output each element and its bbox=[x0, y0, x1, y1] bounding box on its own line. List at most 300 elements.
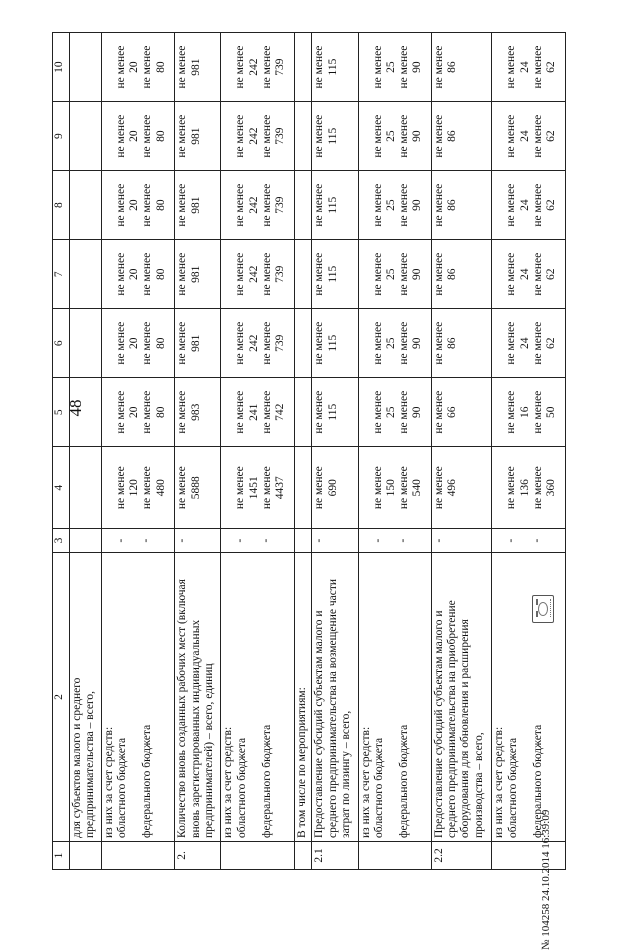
doc-id-container bbox=[538, 780, 554, 950]
column-3-line bbox=[385, 532, 397, 549]
column-3-line: - bbox=[396, 538, 409, 543]
value-cell bbox=[432, 447, 492, 529]
page-number: 48 bbox=[66, 399, 85, 417]
value-cell bbox=[175, 33, 221, 102]
column-header: 2 bbox=[53, 552, 70, 841]
value-line: 115 bbox=[326, 334, 339, 352]
value-line: не менее bbox=[371, 252, 384, 296]
value-line: 115 bbox=[326, 58, 339, 76]
value-line: 62 bbox=[545, 199, 558, 211]
value-line: не менее bbox=[141, 390, 154, 434]
value-line: не менее bbox=[176, 183, 189, 227]
column-3-line bbox=[128, 532, 140, 549]
indicator-text-line: Предоставление субсидий субъектам малого и bbox=[313, 610, 326, 838]
value-cell bbox=[175, 447, 221, 529]
column-header: 8 bbox=[53, 171, 70, 240]
indicator-name bbox=[492, 552, 566, 841]
value-cell bbox=[312, 309, 358, 378]
publication-stamp-icon bbox=[532, 595, 554, 623]
value-line: 86 bbox=[446, 337, 459, 349]
value-line: 90 bbox=[411, 199, 424, 211]
value-line: 86 bbox=[446, 61, 459, 73]
value-line bbox=[103, 36, 115, 98]
value-cell bbox=[294, 102, 312, 171]
row-number bbox=[221, 841, 294, 869]
value-line: 20 bbox=[128, 268, 141, 280]
value-line: 739 bbox=[274, 196, 287, 214]
column-3-line: - bbox=[433, 538, 446, 543]
value-line: 20 bbox=[128, 61, 141, 73]
value-line bbox=[360, 243, 372, 305]
indicator-text-line: среднего предпринимательства на возмещение части bbox=[326, 578, 339, 838]
value-line: не менее bbox=[371, 466, 384, 510]
column-3-line: - bbox=[176, 538, 189, 543]
indicator-text-line: оборудования для обновления и расширения bbox=[459, 619, 472, 838]
value-line: 150 bbox=[384, 479, 397, 497]
value-line: не менее bbox=[505, 466, 518, 510]
indicator-text-line: предпринимательства – всего, bbox=[84, 690, 97, 838]
value-line bbox=[493, 243, 505, 305]
value-line bbox=[222, 105, 234, 167]
value-cell bbox=[70, 447, 102, 529]
value-line: не менее bbox=[141, 252, 154, 296]
value-line: не менее bbox=[176, 252, 189, 296]
value-line: 242 bbox=[247, 265, 260, 283]
column-3-cell bbox=[294, 529, 312, 553]
value-line: 480 bbox=[154, 479, 167, 497]
value-line bbox=[296, 312, 308, 374]
value-line: не менее bbox=[371, 390, 384, 434]
document-id-timestamp: № 104258 24.10.2014 16:39:09 bbox=[540, 809, 552, 950]
value-line: 24 bbox=[518, 130, 531, 142]
value-line: не менее bbox=[531, 114, 544, 158]
value-line: 981 bbox=[189, 265, 202, 283]
table-container bbox=[52, 32, 566, 870]
value-cell bbox=[70, 33, 102, 102]
value-line: не менее bbox=[114, 114, 127, 158]
indicator-text-line: В том числе по мероприятиям: bbox=[295, 687, 308, 838]
indicator-name bbox=[432, 552, 492, 841]
value-cell bbox=[101, 102, 174, 171]
value-line: не менее bbox=[114, 466, 127, 510]
value-line: не менее bbox=[313, 466, 326, 510]
value-cell bbox=[492, 447, 566, 529]
value-cell bbox=[358, 102, 431, 171]
value-cell bbox=[294, 171, 312, 240]
value-line: 242 bbox=[247, 127, 260, 145]
value-cell bbox=[492, 378, 566, 447]
value-line bbox=[360, 450, 372, 525]
value-line: не менее bbox=[260, 114, 273, 158]
value-line bbox=[296, 36, 308, 98]
value-line: не менее bbox=[141, 321, 154, 365]
value-line bbox=[103, 105, 115, 167]
value-line: 115 bbox=[326, 403, 339, 421]
value-line: не менее bbox=[234, 321, 247, 365]
value-line: 62 bbox=[545, 130, 558, 142]
value-line: 62 bbox=[545, 268, 558, 280]
value-line: 20 bbox=[128, 337, 141, 349]
table-row bbox=[175, 33, 221, 870]
indicators-table bbox=[52, 32, 566, 870]
indicator-text-line bbox=[520, 556, 532, 838]
column-header: 4 bbox=[53, 447, 70, 529]
value-line: 981 bbox=[189, 334, 202, 352]
value-line: 496 bbox=[446, 479, 459, 497]
column-3-line: - bbox=[114, 538, 127, 543]
value-line: не менее bbox=[371, 183, 384, 227]
value-line: не менее bbox=[531, 390, 544, 434]
column-3-line: - bbox=[234, 538, 247, 543]
value-line: 25 bbox=[384, 199, 397, 211]
value-line: не менее bbox=[505, 252, 518, 296]
value-line: не менее bbox=[398, 45, 411, 89]
indicator-text-line: из них за счет средств: bbox=[222, 726, 235, 838]
indicator-text-line: федерального бюджета bbox=[141, 724, 154, 838]
value-cell bbox=[432, 102, 492, 171]
table-row bbox=[312, 33, 358, 870]
column-header: 10 bbox=[53, 33, 70, 102]
indicator-name bbox=[221, 552, 294, 841]
value-cell bbox=[175, 378, 221, 447]
value-line: 981 bbox=[189, 127, 202, 145]
indicator-name bbox=[312, 552, 358, 841]
indicator-text-line: из них за счет средств: bbox=[493, 726, 506, 838]
value-cell bbox=[432, 309, 492, 378]
value-line: не менее bbox=[505, 114, 518, 158]
value-cell bbox=[221, 240, 294, 309]
value-line bbox=[222, 243, 234, 305]
value-line: не менее bbox=[176, 45, 189, 89]
value-line bbox=[493, 450, 505, 525]
value-line: 80 bbox=[154, 130, 167, 142]
value-cell bbox=[312, 240, 358, 309]
value-cell bbox=[492, 171, 566, 240]
value-cell bbox=[432, 171, 492, 240]
value-line: не менее bbox=[313, 390, 326, 434]
value-line: 115 bbox=[326, 196, 339, 214]
value-line: 120 bbox=[128, 479, 141, 497]
value-cell bbox=[221, 102, 294, 171]
value-line: 4437 bbox=[274, 476, 287, 500]
value-cell bbox=[358, 33, 431, 102]
row-number bbox=[294, 841, 312, 869]
column-header: 1 bbox=[53, 841, 70, 869]
value-line: не менее bbox=[176, 466, 189, 510]
value-line bbox=[493, 174, 505, 236]
value-cell bbox=[432, 33, 492, 102]
value-cell bbox=[101, 240, 174, 309]
value-line: 90 bbox=[411, 337, 424, 349]
value-cell bbox=[312, 447, 358, 529]
indicator-name bbox=[175, 552, 221, 841]
value-line: 62 bbox=[545, 337, 558, 349]
value-line: не менее bbox=[313, 252, 326, 296]
value-line: 5888 bbox=[189, 476, 202, 500]
value-cell bbox=[492, 240, 566, 309]
value-line: 50 bbox=[545, 406, 558, 418]
value-line: 25 bbox=[384, 337, 397, 349]
value-line: 981 bbox=[189, 196, 202, 214]
value-line bbox=[296, 105, 308, 167]
value-line: 739 bbox=[274, 58, 287, 76]
value-cell bbox=[221, 378, 294, 447]
column-3-cell bbox=[358, 529, 431, 553]
value-line: 242 bbox=[247, 196, 260, 214]
value-cell bbox=[358, 378, 431, 447]
value-line: не менее bbox=[114, 45, 127, 89]
row-number: 2. bbox=[175, 841, 221, 869]
value-line: не менее bbox=[371, 114, 384, 158]
column-header: 7 bbox=[53, 240, 70, 309]
value-line: не менее bbox=[234, 252, 247, 296]
value-cell bbox=[312, 33, 358, 102]
value-cell bbox=[175, 240, 221, 309]
value-cell bbox=[101, 447, 174, 529]
table-row bbox=[432, 33, 492, 870]
column-3-line: - bbox=[140, 538, 153, 543]
value-line: не менее bbox=[531, 466, 544, 510]
value-cell bbox=[358, 240, 431, 309]
value-line bbox=[360, 381, 372, 443]
value-line: 90 bbox=[411, 406, 424, 418]
value-line: не менее bbox=[234, 390, 247, 434]
value-line: 80 bbox=[154, 406, 167, 418]
value-line bbox=[71, 450, 83, 525]
value-line: 115 bbox=[326, 127, 339, 145]
value-cell bbox=[432, 240, 492, 309]
value-cell bbox=[175, 171, 221, 240]
value-line: 540 bbox=[411, 479, 424, 497]
value-cell bbox=[294, 309, 312, 378]
value-line: 80 bbox=[154, 337, 167, 349]
value-line: 80 bbox=[154, 268, 167, 280]
value-cell bbox=[492, 33, 566, 102]
value-line bbox=[493, 381, 505, 443]
column-3-line: - bbox=[505, 538, 518, 543]
row-number bbox=[358, 841, 431, 869]
value-cell bbox=[175, 102, 221, 171]
indicator-text-line: областного бюджета bbox=[506, 737, 519, 838]
indicator-text-line: из них за счет средств: bbox=[102, 726, 115, 838]
value-line: 115 bbox=[326, 265, 339, 283]
value-line: не менее bbox=[176, 321, 189, 365]
value-cell bbox=[221, 171, 294, 240]
value-line: не менее bbox=[141, 183, 154, 227]
value-line: 86 bbox=[446, 268, 459, 280]
value-cell bbox=[221, 309, 294, 378]
value-line: 80 bbox=[154, 199, 167, 211]
value-line: 742 bbox=[274, 403, 287, 421]
value-cell bbox=[358, 447, 431, 529]
column-3-cell bbox=[432, 529, 492, 553]
value-line: не менее bbox=[433, 390, 446, 434]
value-line bbox=[296, 381, 308, 443]
indicator-text-line: производства – всего, bbox=[472, 732, 485, 838]
value-line: не менее bbox=[505, 390, 518, 434]
value-line: не менее bbox=[114, 252, 127, 296]
value-line bbox=[71, 312, 83, 374]
column-3-cell bbox=[221, 529, 294, 553]
column-3-cell bbox=[70, 529, 102, 553]
value-line bbox=[222, 312, 234, 374]
column-3-cell bbox=[312, 529, 358, 553]
value-line bbox=[222, 450, 234, 525]
row-number: 2.1 bbox=[312, 841, 358, 869]
value-line: 24 bbox=[518, 337, 531, 349]
value-cell bbox=[294, 447, 312, 529]
value-cell bbox=[221, 447, 294, 529]
value-cell bbox=[175, 309, 221, 378]
table-row bbox=[70, 33, 102, 870]
value-cell bbox=[294, 378, 312, 447]
column-3-line: - bbox=[371, 538, 384, 543]
indicator-text-line: предпринимателей) – всего, единиц bbox=[202, 663, 215, 838]
indicator-text-line bbox=[249, 556, 261, 838]
value-line: 739 bbox=[274, 265, 287, 283]
value-line: не менее bbox=[234, 114, 247, 158]
column-3-line bbox=[519, 532, 531, 549]
value-line: 136 bbox=[518, 479, 531, 497]
value-line: 690 bbox=[326, 479, 339, 497]
table-row bbox=[221, 33, 294, 870]
value-line: 20 bbox=[128, 199, 141, 211]
value-line: не менее bbox=[313, 321, 326, 365]
value-line: не менее bbox=[141, 114, 154, 158]
value-line: 739 bbox=[274, 127, 287, 145]
indicator-name bbox=[70, 552, 102, 841]
value-line: не менее bbox=[371, 321, 384, 365]
value-line bbox=[71, 105, 83, 167]
value-line: не менее bbox=[531, 321, 544, 365]
column-3-line bbox=[248, 532, 260, 549]
row-number bbox=[101, 841, 174, 869]
value-line: 242 bbox=[247, 58, 260, 76]
value-cell bbox=[70, 240, 102, 309]
indicator-text-line: федерального бюджета bbox=[398, 724, 411, 838]
value-line: не менее bbox=[313, 45, 326, 89]
value-line: не менее bbox=[234, 466, 247, 510]
value-line bbox=[71, 243, 83, 305]
value-line: 739 bbox=[274, 334, 287, 352]
value-cell bbox=[70, 378, 102, 447]
value-line: 1451 bbox=[247, 476, 260, 500]
value-cell bbox=[358, 309, 431, 378]
value-cell bbox=[432, 378, 492, 447]
value-cell bbox=[101, 309, 174, 378]
value-line: не менее bbox=[371, 45, 384, 89]
value-line: не менее bbox=[176, 390, 189, 434]
value-line bbox=[103, 450, 115, 525]
value-cell bbox=[492, 309, 566, 378]
indicator-text-line: для субъектов малого и среднего bbox=[71, 677, 83, 838]
value-line: не менее bbox=[433, 114, 446, 158]
value-line: 90 bbox=[411, 130, 424, 142]
value-line: 20 bbox=[128, 130, 141, 142]
value-line: 25 bbox=[384, 268, 397, 280]
indicator-text-line: федерального бюджета bbox=[531, 724, 544, 838]
value-line bbox=[360, 312, 372, 374]
indicator-text-line: областного бюджета bbox=[235, 737, 248, 838]
value-cell bbox=[312, 102, 358, 171]
value-cell bbox=[70, 309, 102, 378]
value-cell bbox=[70, 102, 102, 171]
indicator-text-line: среднего предпринимательства на приобретение bbox=[446, 600, 459, 838]
value-line bbox=[71, 36, 83, 98]
value-line: не менее bbox=[505, 321, 518, 365]
value-line: 80 bbox=[154, 61, 167, 73]
column-3-line bbox=[222, 532, 234, 549]
value-line: 360 bbox=[545, 479, 558, 497]
row-number bbox=[492, 841, 566, 869]
value-line bbox=[296, 174, 308, 236]
column-3-cell bbox=[101, 529, 174, 553]
value-line bbox=[103, 174, 115, 236]
value-line: не менее bbox=[398, 390, 411, 434]
column-3-line bbox=[296, 532, 308, 549]
value-line: не менее bbox=[433, 321, 446, 365]
column-3-line bbox=[103, 532, 115, 549]
value-line bbox=[222, 174, 234, 236]
column-header: 3 bbox=[53, 529, 70, 553]
value-line: 24 bbox=[518, 268, 531, 280]
value-line: не менее bbox=[141, 466, 154, 510]
rotated-table-frame bbox=[52, 32, 566, 870]
value-line: не менее bbox=[260, 252, 273, 296]
row-number: 2.2 bbox=[432, 841, 492, 869]
value-line: не менее bbox=[433, 466, 446, 510]
value-line: не менее bbox=[260, 466, 273, 510]
value-line bbox=[103, 243, 115, 305]
value-line: 20 bbox=[128, 406, 141, 418]
indicator-name bbox=[101, 552, 174, 841]
column-header: 5 bbox=[53, 378, 70, 447]
value-line bbox=[296, 243, 308, 305]
value-cell bbox=[312, 378, 358, 447]
value-cell bbox=[312, 171, 358, 240]
row-number bbox=[70, 841, 102, 869]
indicator-text-line: Количество вновь созданных рабочих мест (включая bbox=[176, 579, 189, 838]
value-line: 983 bbox=[189, 403, 202, 421]
indicator-text-line: вновь зарегистрированных индивидуальных bbox=[189, 619, 202, 838]
value-line: не менее bbox=[260, 390, 273, 434]
value-line: не менее bbox=[505, 45, 518, 89]
value-line: не менее bbox=[531, 183, 544, 227]
column-3-line bbox=[360, 532, 372, 549]
value-cell bbox=[358, 171, 431, 240]
indicator-text-line: затрат по лизингу – всего, bbox=[339, 710, 352, 838]
indicator-text-line: Предоставление субсидий субъектам малого и bbox=[433, 610, 446, 838]
value-line: не менее bbox=[114, 321, 127, 365]
value-line: не менее bbox=[531, 252, 544, 296]
table-row bbox=[358, 33, 431, 870]
value-cell bbox=[492, 102, 566, 171]
value-line: 86 bbox=[446, 130, 459, 142]
value-line: не менее bbox=[398, 252, 411, 296]
indicator-name bbox=[358, 552, 431, 841]
value-line bbox=[360, 105, 372, 167]
value-line: не менее bbox=[141, 45, 154, 89]
column-3-line: - bbox=[530, 538, 543, 543]
column-header: 6 bbox=[53, 309, 70, 378]
value-line: 25 bbox=[384, 130, 397, 142]
value-line bbox=[222, 36, 234, 98]
header-row bbox=[53, 33, 70, 870]
value-line: 62 bbox=[545, 61, 558, 73]
indicator-text-line: федерального бюджета bbox=[260, 724, 273, 838]
value-line bbox=[103, 312, 115, 374]
indicator-text-line bbox=[129, 556, 141, 838]
